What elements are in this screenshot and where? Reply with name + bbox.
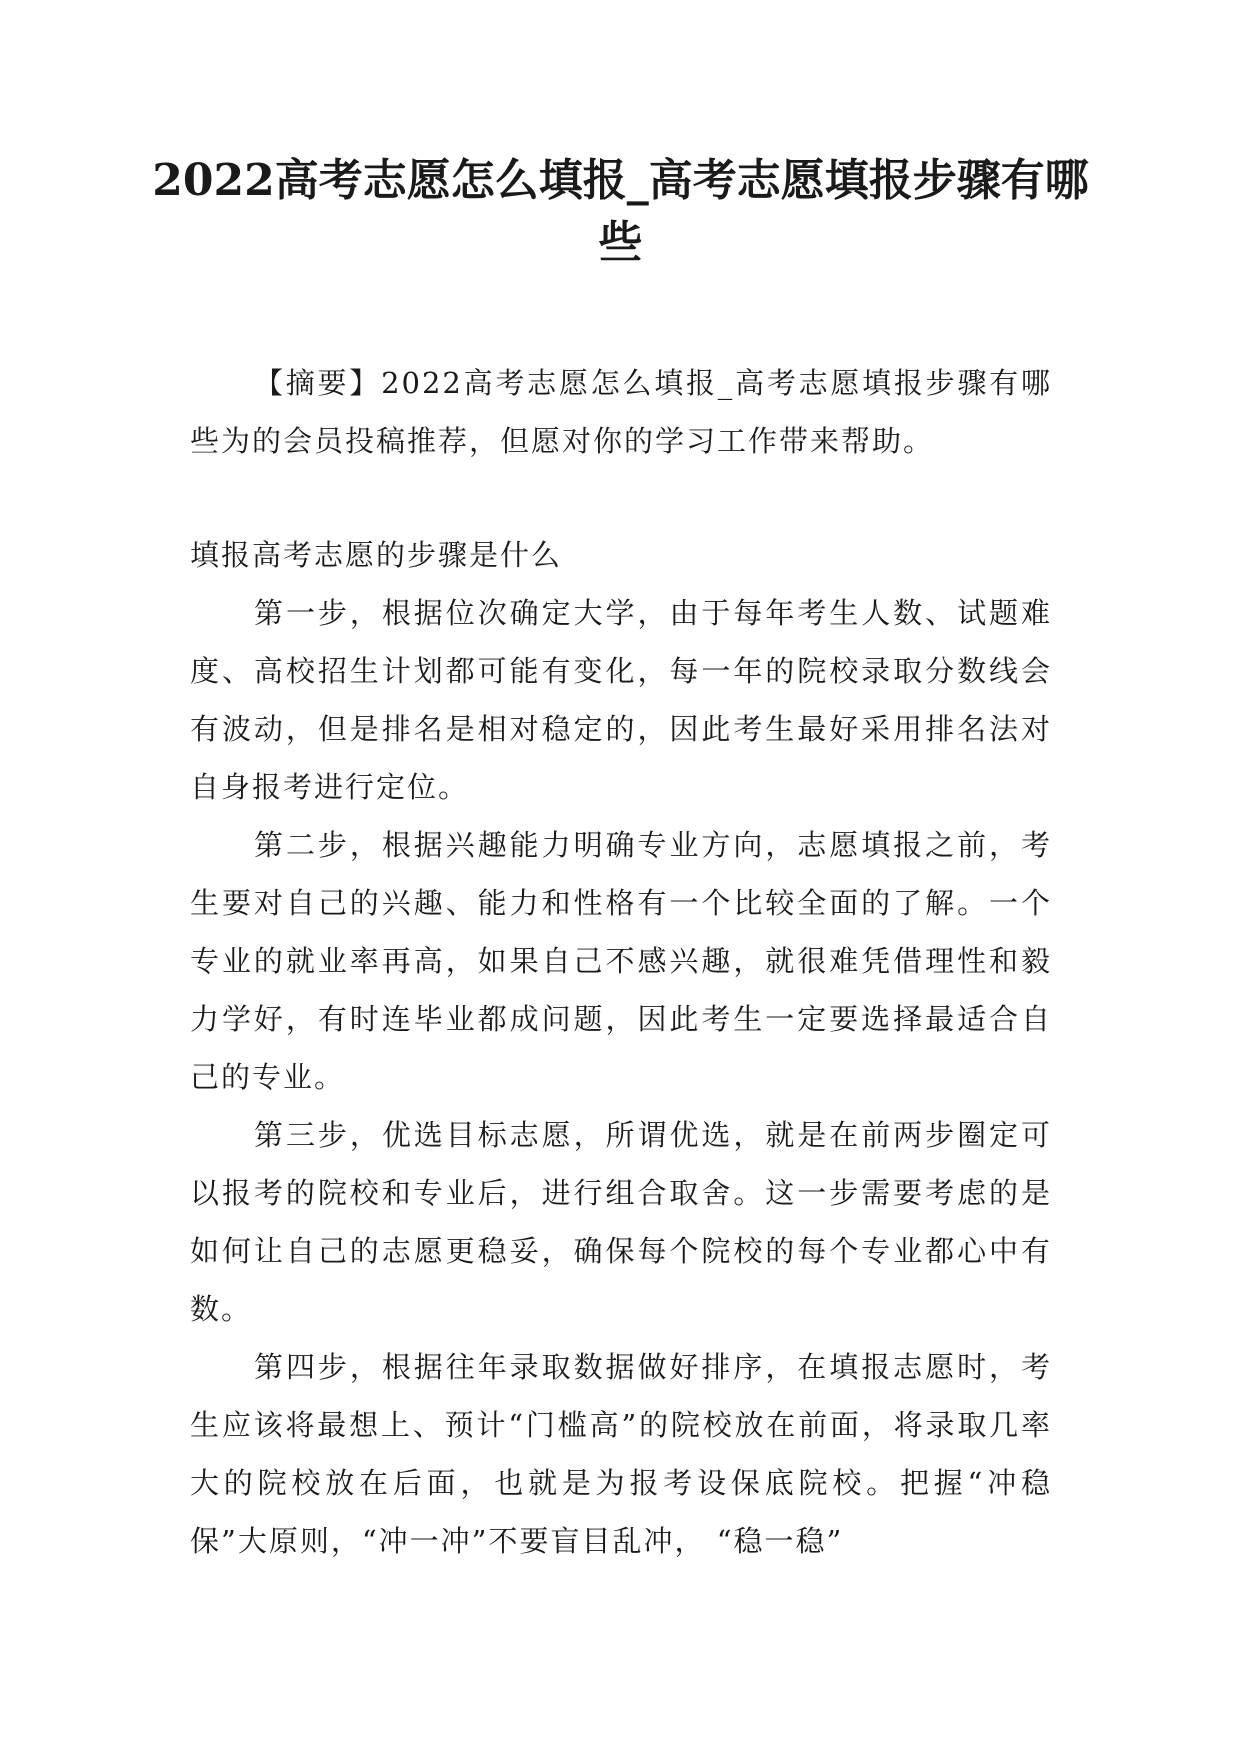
step-three-paragraph: 第三步，优选目标志愿，所谓优选，就是在前两步圈定可以报考的院校和专业后，进行组合取舍。这一步需要考虑的是如何让自己的志愿更稳妥，确保每个院校的每个专业都心中有数。 <box>190 1118 1052 1326</box>
step-one-paragraph: 第一步，根据位次确定大学，由于每年考生人数、试题难度、高校招生计划都可能有变化，每一年的院校录取分数线会有波动，但是排名是相对稳定的，因此考生最好采用排名法对自身报考进行定位。 <box>190 596 1052 804</box>
step-two-paragraph: 第二步，根据兴趣能力明确专业方向，志愿填报之前，考生要对自己的兴趣、能力和性格有一个比较全面的了解。一个专业的就业率再高，如果自己不感兴趣，就很难凭借理性和毅力学好，有时连毕业都成问题，因此考生一定要选择最适合自己的专业。 <box>190 828 1052 1094</box>
document-title: 2022高考志愿怎么填报_高考志愿填报步骤有哪些 <box>152 155 1089 268</box>
section-heading: 填报高考志愿的步骤是什么 <box>190 538 563 572</box>
abstract-paragraph: 【摘要】2022高考志愿怎么填报_高考志愿填报步骤有哪些为的会员投稿推荐，但愿对你的学习工作带来帮助。 <box>190 366 1052 458</box>
step-four-paragraph: 第四步，根据往年录取数据做好排序，在填报志愿时，考生应该将最想上、预计“门槛高”的院校放在前面，将录取几率大的院校放在后面，也就是为报考设保底院校。把握“冲稳保”大原则，“冲一冲”不要盲目乱冲， “稳一稳” <box>190 1350 1052 1558</box>
